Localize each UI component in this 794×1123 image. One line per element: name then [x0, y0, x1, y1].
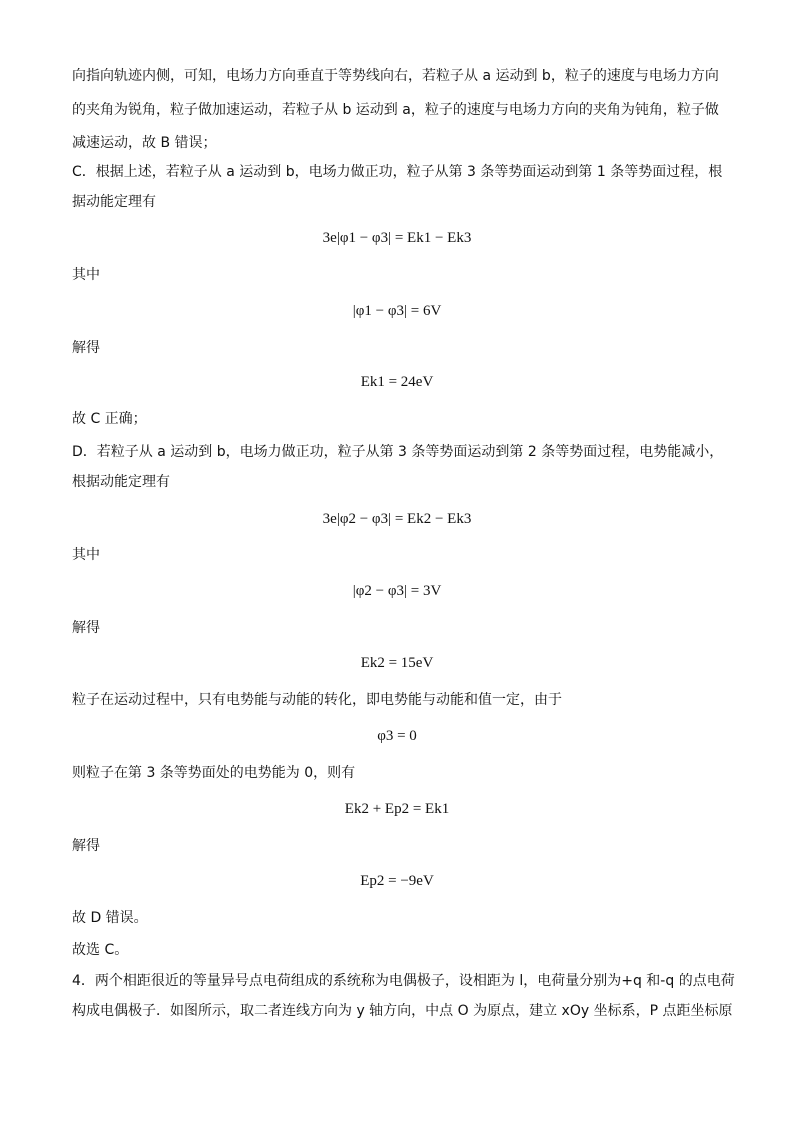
text-line: 根据动能定理有	[72, 474, 170, 490]
text-line: 解得	[72, 620, 100, 636]
equation: Ek1 = 24eV	[360, 374, 434, 390]
text-line: 的夹角为锐角，粒子做加速运动，若粒子从 b 运动到 a，粒子的速度与电场力方向的夹角为钝角，粒子做	[72, 102, 719, 118]
text-line: C．根据上述，若粒子从 a 运动到 b，电场力做正功，粒子从第 3 条等势面运动到第 1 条等势面过程，根	[72, 164, 723, 180]
text-line: 粒子在运动过程中，只有电势能与动能的转化，即电势能与动能和值一定，由于	[72, 692, 562, 708]
text-line: 4．两个相距很近的等量异号点电荷组成的系统称为电偶极子，设相距为 l，电荷量分别为+q 和-q 的点电荷	[72, 973, 735, 989]
equation: φ3 = 0	[377, 728, 417, 744]
equation: |φ1 − φ3| = 6V	[352, 303, 442, 319]
equation: 3e|φ1 − φ3| = Ek1 − Ek3	[322, 230, 472, 246]
text-line: 构成电偶极子．如图所示，取二者连线方向为 y 轴方向，中点 O 为原点，建立 xOy 坐标系，P 点距坐标原	[72, 1003, 733, 1019]
text-line: 故 C 正确；	[72, 411, 147, 427]
equation: Ek2 = 15eV	[360, 655, 434, 671]
text-line: 其中	[72, 267, 100, 283]
text-line: 解得	[72, 340, 100, 356]
equation: 3e|φ2 − φ3| = Ek2 − Ek3	[322, 511, 472, 527]
text-line: 据动能定理有	[72, 194, 156, 210]
text-line: 故 D 错误。	[72, 910, 148, 926]
text-line: 则粒子在第 3 条等势面处的电势能为 0，则有	[72, 765, 356, 781]
equation: Ep2 = −9eV	[360, 873, 434, 889]
text-line: 故选 C。	[72, 942, 129, 958]
text-line: 减速运动，故 B 错误；	[72, 135, 217, 151]
text-line: 其中	[72, 547, 100, 563]
text-line: D．若粒子从 a 运动到 b，电场力做正功，粒子从第 3 条等势面运动到第 2 条等势面过程，电势能减小，	[72, 444, 724, 460]
text-line: 向指向轨迹内侧，可知，电场力方向垂直于等势线向右，若粒子从 a 运动到 b，粒子的速度与电场力方向	[72, 68, 719, 84]
equation: Ek2 + Ep2 = Ek1	[344, 801, 450, 817]
text-line: 解得	[72, 838, 100, 854]
equation: |φ2 − φ3| = 3V	[352, 583, 442, 599]
